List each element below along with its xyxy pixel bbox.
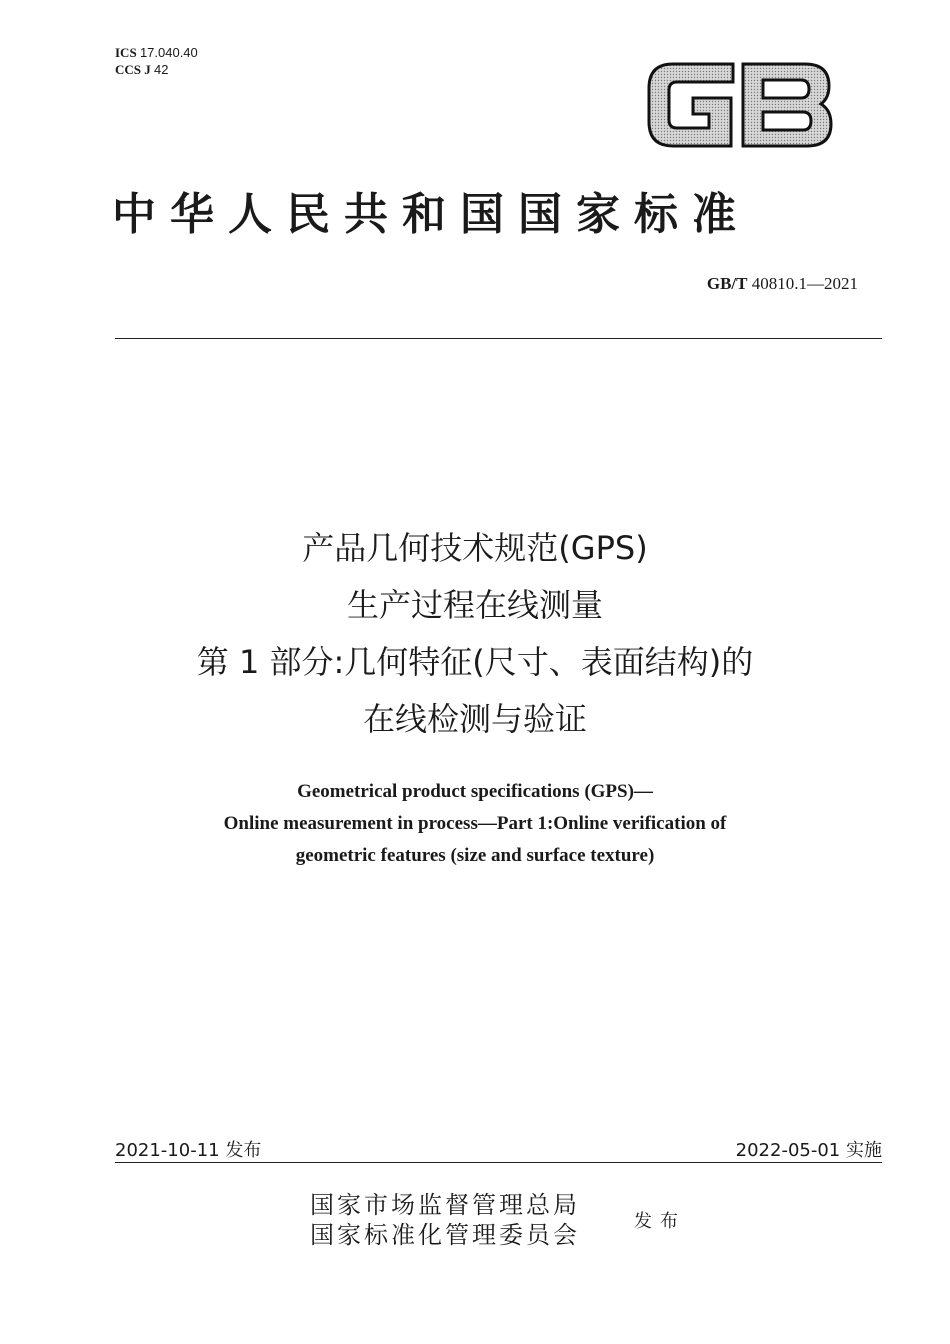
gb-logo-icon [645, 58, 835, 152]
bottom-divider [115, 1162, 882, 1163]
issue-label: 发布 [634, 1211, 686, 1232]
issuer-sac: 国家标准化管理委员会 [310, 1221, 580, 1249]
chinese-title [0, 520, 950, 748]
english-title-line-3: geometric features (size and surface texture) [295, 845, 655, 866]
english-title-line-2: Online measurement in process—Part 1:Online verification of [223, 813, 727, 834]
top-divider [115, 338, 882, 339]
ccs-code: CCS J 42 [115, 62, 169, 77]
publish-date: 2021-10-11 发布 [115, 1140, 262, 1161]
national-standard-title: 中华人民共和国国家标准 [112, 189, 750, 240]
chinese-title-line-2: 生产过程在线测量 [346, 586, 603, 624]
standard-number: GB/T 40810.1—2021 [706, 274, 858, 293]
english-title-line-1: Geometrical product specifications (GPS)— [297, 781, 653, 802]
ics-code: ICS 17.040.40 [115, 45, 198, 60]
chinese-title-line-1: 产品几何技术规范(GPS) [302, 529, 648, 567]
chinese-title-line-3: 第 1 部分:几何特征(尺寸、表面结构)的 [196, 643, 754, 681]
english-title [0, 776, 950, 872]
issuing-authorities [310, 1190, 580, 1250]
implementation-date: 2022-05-01 实施 [735, 1140, 882, 1161]
issuer-samr: 国家市场监督管理总局 [310, 1191, 580, 1219]
classification-codes [115, 44, 198, 78]
chinese-title-line-4: 在线检测与验证 [362, 700, 587, 738]
